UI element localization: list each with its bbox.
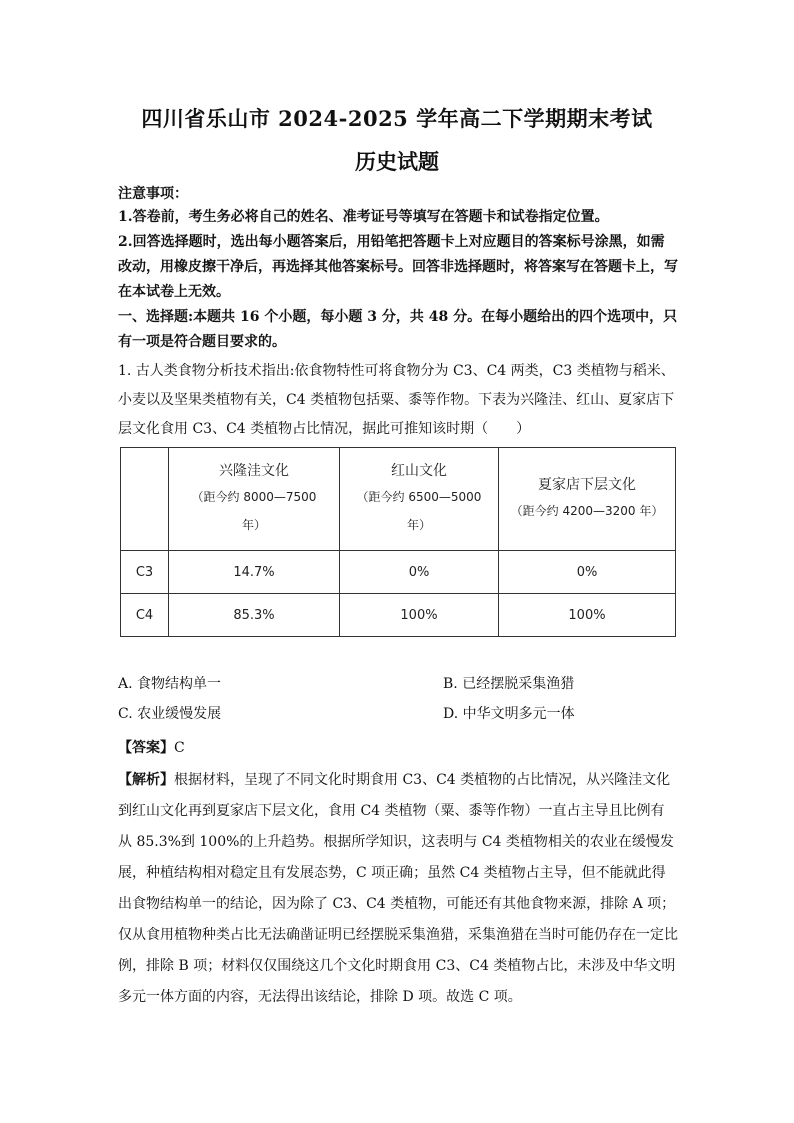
- culture-date-range: （距今约 4200—3200 年）: [510, 504, 664, 518]
- table-header-cell: [169, 448, 340, 551]
- analysis-label: 【解析】: [118, 772, 174, 788]
- table-corner-cell: [121, 448, 169, 551]
- table-cell: 85.3%: [169, 594, 340, 637]
- table-header-row: [121, 448, 676, 551]
- note-item-2: 2.回答选择题时，选出每小题答案后，用铅笔把答题卡上对应题目的答案标号涂黑，如需改动，用橡皮擦干净后，再选择其他答案标号。回答非选择题时，将答案写在答题卡上，写在本试卷上无效。: [118, 234, 678, 300]
- table-cell: 100%: [340, 594, 499, 637]
- table-row: [121, 594, 676, 637]
- note-item-1: 1.答卷前，考生务必将自己的姓名、准考证号等填写在答题卡和试卷指定位置。: [118, 209, 609, 225]
- culture-name: 夏家店下层文化: [538, 477, 636, 493]
- culture-date-range: （距今约 6500—5000 年）: [356, 490, 482, 532]
- answer-value: C: [174, 740, 185, 756]
- table-cell: 14.7%: [169, 551, 340, 594]
- option-c: C. 农业缓慢发展: [118, 706, 222, 722]
- section-heading: 一、选择题:本题共 16 个小题，每小题 3 分，共 48 分。在每小题给出的四个选项中，只有一项是符合题目要求的。: [118, 309, 678, 350]
- row-label: C4: [121, 594, 169, 637]
- table-cell: 100%: [499, 594, 676, 637]
- answer-line: [118, 736, 678, 761]
- answer-label: 【答案】: [118, 740, 174, 756]
- culture-date-range: （距今约 8000—7500 年）: [191, 490, 317, 532]
- option-b: B. 已经摆脱采集渔猎: [443, 676, 575, 692]
- option-a: A. 食物结构单一: [118, 676, 222, 692]
- table-row: [121, 551, 676, 594]
- table-header-cell: [340, 448, 499, 551]
- table-header-cell: [499, 448, 676, 551]
- culture-name: 兴隆洼文化: [219, 463, 289, 479]
- c3-c4-table: [120, 447, 676, 637]
- analysis-block: [118, 765, 678, 1013]
- table-cell: 0%: [499, 551, 676, 594]
- notes-heading: 注意事项：: [118, 186, 188, 202]
- exam-title: 四川省乐山市 2024-2025 学年高二下学期期末考试: [141, 106, 653, 131]
- exam-subject: 历史试题: [355, 149, 439, 174]
- option-d: D. 中华文明多元一体: [443, 706, 575, 722]
- row-label: C3: [121, 551, 169, 594]
- question-1-stem: 1. 古人类食物分析技术指出:依食物特性可将食物分为 C3、C4 两类，C3 类植物与稻米、小麦以及坚果类植物有关，C4 类植物包括粟、黍等作物。下表为兴隆洼、红山、夏家店下层文化食用 C3、C4 类植物占比情况，据此可推知该时期（ ）: [118, 363, 675, 437]
- table-cell: 0%: [340, 551, 499, 594]
- analysis-text: 根据材料，呈现了不同文化时期食用 C3、C4 类植物的占比情况，从兴隆洼文化到红山文化再到夏家店下层文化，食用 C4 类植物（粟、黍等作物）一直占主导且比例有从 85.3%到 100%的上升趋势。根据所学知识，这表明与 C4 类植物相关的农业在缓慢发展，种植结构相对稳定且有发展态势，C 项正确；虽然 C4 类植物占主导，但不能就此得出食物结构单一的结论，因为除了 C3、C4 类植物，可能还有其他食物来源，排除 A 项；仅从食用植物种类占比无法确凿证明已经摆脱采集渔猎，采集渔猎在当时可能仍存在一定比例，排除 B 项；材料仅仅围绕这几个文化时期食用 C3、C4 类植物占比，未涉及中华文明多元一体方面的内容，无法得出该结论，排除 D 项。故选 C 项。: [118, 772, 678, 1005]
- culture-name: 红山文化: [391, 463, 447, 479]
